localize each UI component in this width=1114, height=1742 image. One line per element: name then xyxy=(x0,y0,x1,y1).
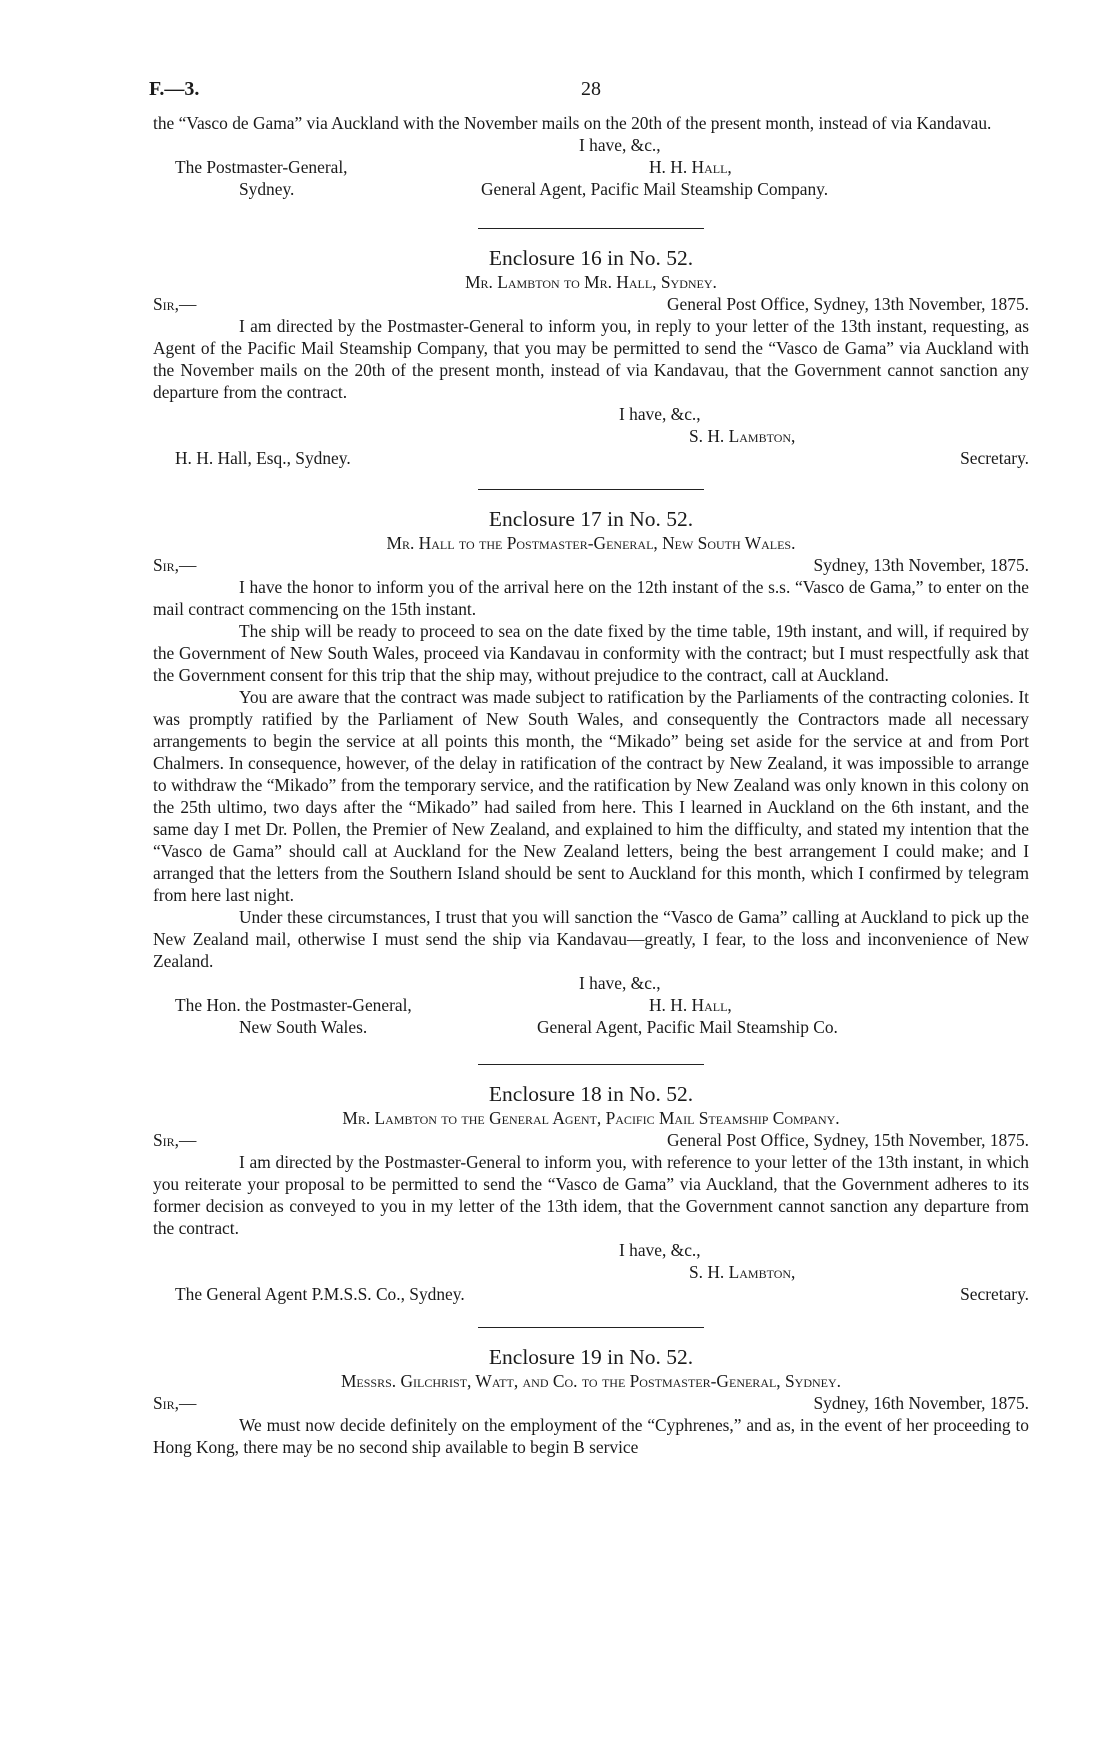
letter-route: Messrs. Gilchrist, Watt, and Co. to the Postmaster-General, Sydney. xyxy=(340,1371,842,1391)
signer-name: S. H. Lambton, xyxy=(689,426,796,446)
page-header xyxy=(149,78,1029,112)
closing: I have, &c., xyxy=(579,135,661,155)
letter-route: Mr. Hall to the Postmaster-General, New South Wales. xyxy=(386,533,796,553)
closing: I have, &c., xyxy=(619,404,701,424)
letter-paragraph: The ship will be ready to proceed to sea on the date fixed by the time table, 19th instant, and will, if required by the Government of New South Wales, proceed via Kandavau in conformity with the contract; but I must respectfully ask that the Government consent for this trip that the ship may, without prejudice to the contract, call at Auckland. xyxy=(153,621,1029,685)
enclosure-title: Enclosure 19 in No. 52. xyxy=(488,1345,694,1369)
letter-body: I am directed by the Postmaster-General to inform you, in reply to your letter of the 13th instant, requesting, as Agent of the Pacific Mail Steamship Company, that you may be permitted to send the “Vasco de Gama” via Auckland with the November mails on the 20th of the present month, instead of via Kandavau, that the Government cannot sanction any departure from the contract. xyxy=(153,316,1029,402)
signer-title: Secretary. xyxy=(960,1284,1029,1304)
addressee: The Hon. the Postmaster-General, xyxy=(175,995,412,1015)
letter-date: Sydney, 13th November, 1875. xyxy=(813,555,1029,575)
signature-block xyxy=(153,403,1029,469)
paper-reference: F.—3. xyxy=(149,78,200,100)
dateline xyxy=(153,554,1029,576)
salutation: Sir,— xyxy=(153,1130,197,1150)
letter-date: General Post Office, Sydney, 13th November, 1875. xyxy=(666,294,1029,314)
signature-block xyxy=(153,134,1029,200)
addressee-location: New South Wales. xyxy=(239,1017,368,1037)
enclosure-title: Enclosure 16 in No. 52. xyxy=(488,246,694,270)
dateline xyxy=(153,1129,1029,1151)
enclosure-title: Enclosure 18 in No. 52. xyxy=(488,1082,694,1106)
signer-title: General Agent, Pacific Mail Steamship Company. xyxy=(481,179,829,199)
addressee-location: Sydney. xyxy=(239,179,295,199)
letter-body: I am directed by the Postmaster-General to inform you, with reference to your letter of the 13th instant, in which you reiterate your proposal to be permitted to send the “Vasco de Gama” via Auckland, that the Government adheres to its former decision as conveyed to you in my letter of the 13th idem, that the Government cannot sanction any departure from the contract. xyxy=(153,1152,1029,1238)
dateline xyxy=(153,1392,1029,1414)
addressee: The Postmaster-General, xyxy=(175,157,348,177)
closing: I have, &c., xyxy=(579,973,661,993)
letter-body: the “Vasco de Gama” via Auckland with the November mails on the 20th of the present month, instead of via Kandavau. xyxy=(153,113,992,133)
signer-title: Secretary. xyxy=(960,448,1029,468)
letter-paragraph: Under these circumstances, I trust that you will sanction the “Vasco de Gama” calling at Auckland to pick up the New Zealand mail, otherwise I must send the ship via Kandavau—greatly, I fear, to the loss and inconvenience of New Zealand. xyxy=(153,907,1029,971)
enclosure-title: Enclosure 17 in No. 52. xyxy=(488,507,694,531)
letter-date: Sydney, 16th November, 1875. xyxy=(813,1393,1029,1413)
salutation: Sir,— xyxy=(153,294,197,314)
dateline xyxy=(153,293,1029,315)
letter-route: Mr. Lambton to Mr. Hall, Sydney. xyxy=(465,272,717,292)
letter-body: We must now decide definitely on the employment of the “Cyphrenes,” and as, in the event of her proceeding to Hong Kong, there may be no second ship available to begin B service xyxy=(153,1415,1029,1457)
closing: I have, &c., xyxy=(619,1240,701,1260)
signature-block xyxy=(153,1239,1029,1305)
letter-paragraph: I have the honor to inform you of the arrival here on the 12th instant of the s.s. “Vasco de Gama,” to enter on the mail contract commencing on the 15th instant. xyxy=(153,577,1029,619)
salutation: Sir,— xyxy=(153,555,197,575)
signer-name: H. H. Hall, xyxy=(649,995,732,1015)
signature-block xyxy=(153,972,1029,1038)
signer-name: S. H. Lambton, xyxy=(689,1262,796,1282)
page-number: 28 xyxy=(581,78,601,100)
addressee: H. H. Hall, Esq., Sydney. xyxy=(175,448,351,468)
signer-title: General Agent, Pacific Mail Steamship Co. xyxy=(537,1017,838,1037)
letter-route: Mr. Lambton to the General Agent, Pacific Mail Steamship Company. xyxy=(342,1108,840,1128)
salutation: Sir,— xyxy=(153,1393,197,1413)
signer-name: H. H. Hall, xyxy=(649,157,732,177)
letter-date: General Post Office, Sydney, 15th November, 1875. xyxy=(666,1130,1029,1150)
addressee: The General Agent P.M.S.S. Co., Sydney. xyxy=(175,1284,465,1304)
letter-paragraph: You are aware that the contract was made subject to ratification by the Parliaments of the contracting colonies. It was promptly ratified by the Parliament of New South Wales, and consequently the Contractors made all necessary arrangements to begin the service at all points this month, the “Mikado” being set aside for the service at and from Port Chalmers. In consequence, however, of the delay in ratification of the contract by New Zealand, it was impossible to arrange to withdraw the “Mikado” from the temporary service, and the ratification by New Zealand was only known in this colony on the 25th ultimo, two days after the “Mikado” had sailed from here. This I learned in Auckland on the 6th instant, and the same day I met Dr. Pollen, the Premier of New Zealand, and explained to him the difficulty, and stated my intention that the “Vasco de Gama” should call at Auckland for the New Zealand letters, being the best arrangement I could make; and I arranged that the letters from the Southern Island should be sent to Auckland for this month, which I confirmed by telegram from here last night. xyxy=(153,687,1029,905)
document-page xyxy=(149,78,1029,1458)
